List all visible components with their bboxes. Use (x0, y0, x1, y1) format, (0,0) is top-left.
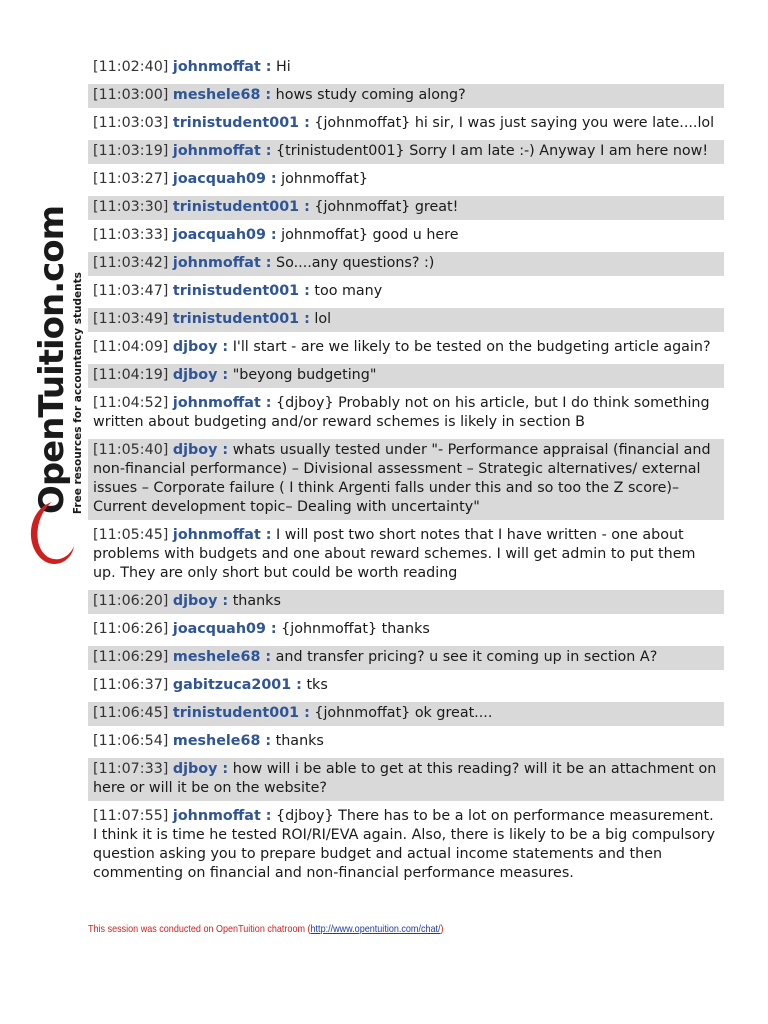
chat-message (88, 646, 724, 670)
message-timestamp: [11:03:49] (93, 311, 169, 327)
chat-message (88, 336, 724, 360)
message-text: {johnmoffat} thanks (281, 621, 430, 637)
chat-message (88, 196, 724, 220)
message-text: lol (314, 311, 332, 327)
brand-sidebar (24, 205, 94, 580)
message-username: trinistudent001 : (172, 311, 310, 327)
message-username: trinistudent001 : (172, 115, 310, 131)
chat-message (88, 252, 724, 276)
chat-message (88, 84, 724, 108)
chat-message (88, 224, 724, 248)
message-text: how will i be able to get at this reading? will it be an attachment on here or will it be on the website? (93, 761, 717, 796)
message-username: djboy : (172, 593, 229, 609)
message-text: thanks (275, 733, 324, 749)
message-username: djboy : (172, 339, 229, 355)
message-timestamp: [11:03:30] (93, 199, 169, 215)
chat-message (88, 805, 724, 886)
message-username: gabitzuca2001 : (172, 677, 302, 693)
message-timestamp: [11:04:52] (93, 395, 169, 411)
message-username: johnmoffat : (172, 255, 272, 271)
chat-message (88, 140, 724, 164)
message-text: johnmoffat} (281, 171, 368, 187)
message-text: I will post two short notes that I have written - one about problems with budgets and one about reward schemes. I will get admin to put them up. They are only short but could be worth reading (93, 527, 696, 581)
message-username: meshele68 : (172, 733, 272, 749)
chat-message (88, 439, 724, 520)
message-text: So....any questions? :) (276, 255, 435, 271)
message-username: johnmoffat : (172, 395, 272, 411)
chat-message (88, 674, 724, 698)
message-timestamp: [11:07:33] (93, 761, 169, 777)
message-timestamp: [11:03:19] (93, 143, 169, 159)
message-username: djboy : (172, 761, 229, 777)
chat-message (88, 590, 724, 614)
message-text: {djboy} Probably not on his article, but I do think something written about budgeting and/or reward schemes is likely in section B (93, 395, 710, 430)
message-timestamp: [11:05:45] (93, 527, 169, 543)
message-timestamp: [11:06:54] (93, 733, 169, 749)
message-text: {trinistudent001} Sorry I am late :-) Anyway I am here now! (276, 143, 709, 159)
message-username: trinistudent001 : (172, 199, 310, 215)
message-text: Hi (276, 59, 291, 75)
message-text: {johnmoffat} ok great.... (314, 705, 493, 721)
chat-message (88, 702, 724, 726)
chat-message (88, 730, 724, 754)
message-text: whats usually tested under "- Performance appraisal (financial and non-financial performance) – Divisional assessment – Strategic alternatives/ external issues – Corporate failure ( I think Argenti falls under this and so too the Z score)– Current development topic– Dealing with uncertainty" (93, 442, 711, 515)
chat-message (88, 392, 724, 435)
message-username: johnmoffat : (172, 527, 272, 543)
chat-message (88, 112, 724, 136)
message-text: {djboy} There has to be a lot on performance measurement. I think it is time he tested ROI/RI/EVA again. Also, there is likely to be a big compulsory question asking you to prepare budget and actual income statements and then commenting on financial and non-financial performance measures. (93, 808, 715, 881)
session-footer (88, 923, 635, 935)
chat-message (88, 364, 724, 388)
chat-message (88, 308, 724, 332)
chat-message (88, 524, 724, 586)
message-username: joacquah09 : (172, 171, 277, 187)
message-username: johnmoffat : (172, 143, 272, 159)
footer-close-paren: ) (440, 923, 444, 935)
chat-message (88, 280, 724, 304)
brand-tagline: Free resources for accountancy students (72, 272, 84, 515)
message-username: trinistudent001 : (172, 283, 310, 299)
chat-message (88, 168, 724, 192)
message-timestamp: [11:06:20] (93, 593, 169, 609)
message-username: trinistudent001 : (172, 705, 310, 721)
message-timestamp: [11:03:00] (93, 87, 169, 103)
message-text: johnmoffat} good u here (281, 227, 459, 243)
message-text: "beyong budgeting" (232, 367, 377, 383)
brand-rotated-block (34, 206, 84, 514)
message-timestamp: [11:03:27] (93, 171, 169, 187)
chat-message (88, 56, 724, 80)
message-timestamp: [11:03:03] (93, 115, 169, 131)
swoosh-logo-icon (22, 498, 82, 578)
message-timestamp: [11:02:40] (93, 59, 169, 75)
message-timestamp: [11:06:45] (93, 705, 169, 721)
message-text: tks (306, 677, 328, 693)
message-text: too many (314, 283, 383, 299)
chat-log (88, 56, 724, 890)
chat-message (88, 758, 724, 801)
message-timestamp: [11:06:26] (93, 621, 169, 637)
message-text: {johnmoffat} great! (314, 199, 459, 215)
message-text: hows study coming along? (275, 87, 466, 103)
message-username: djboy : (172, 442, 229, 458)
message-username: meshele68 : (172, 649, 272, 665)
message-timestamp: [11:04:09] (93, 339, 169, 355)
message-timestamp: [11:03:47] (93, 283, 169, 299)
message-username: meshele68 : (172, 87, 272, 103)
message-timestamp: [11:04:19] (93, 367, 169, 383)
footer-text: This session was conducted on OpenTuition chatroom (88, 923, 306, 935)
message-timestamp: [11:06:29] (93, 649, 169, 665)
message-timestamp: [11:07:55] (93, 808, 169, 824)
message-username: johnmoffat : (172, 59, 272, 75)
message-text: and transfer pricing? u see it coming up in section A? (275, 649, 658, 665)
message-timestamp: [11:03:42] (93, 255, 169, 271)
brand-logo: OpenTuition.com (32, 205, 72, 515)
chat-message (88, 618, 724, 642)
message-text: I'll start - are we likely to be tested on the budgeting article again? (232, 339, 711, 355)
footer-open-paren: ( (305, 923, 311, 935)
message-text: thanks (232, 593, 281, 609)
message-timestamp: [11:05:40] (93, 442, 169, 458)
message-username: johnmoffat : (172, 808, 272, 824)
message-text: {johnmoffat} hi sir, I was just saying you were late....lol (314, 115, 715, 131)
message-username: joacquah09 : (172, 227, 277, 243)
message-username: djboy : (172, 367, 229, 383)
message-username: joacquah09 : (172, 621, 277, 637)
chatroom-link[interactable]: http://www.opentuition.com/chat/ (310, 923, 441, 935)
message-timestamp: [11:03:33] (93, 227, 169, 243)
message-timestamp: [11:06:37] (93, 677, 169, 693)
